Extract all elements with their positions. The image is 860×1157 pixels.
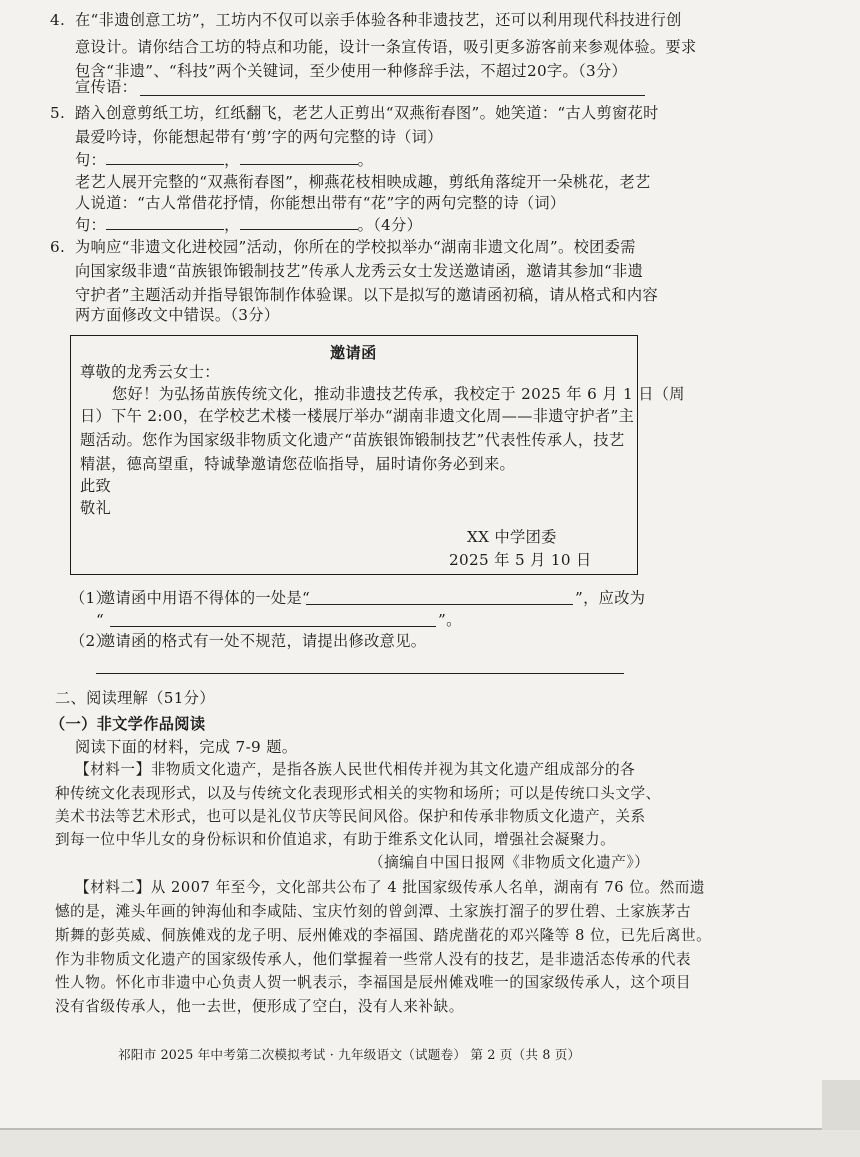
page-footer: 祁阳市 2025 年中考第二次模拟考试 · 九年级语文（试题卷） 第 2 页（共 8 页） — [118, 1047, 581, 1062]
q5-answer-2-end: 。（4分） — [357, 216, 423, 234]
q5-answer-2-prefix: 句： — [75, 216, 107, 234]
letter-salutation: 尊敬的龙秀云女士： — [80, 363, 220, 381]
q6-line-3: 守护者”主题活动并指导银饰制作体验课。以下是拟写的邀请函初稿，请从格式和内容 — [75, 286, 659, 304]
q5-answer-1-comma: ， — [224, 151, 240, 169]
material1-source: （摘编自中国日报网《非物质文化遗产》） — [369, 854, 650, 871]
q5-answer-2 — [75, 214, 422, 235]
material1-line-4: 到每一位中华儿女的身份标识和价值追求，有助于维系文化认同，增强社会凝聚力。 — [55, 831, 616, 848]
letter-body-2: 日）下午 2:00，在学校艺术楼一楼展厅举办“湖南非遗文化周——非遗守护者”主 — [80, 407, 635, 425]
q6-number: 6. — [50, 238, 66, 256]
q4-answer-label: 宣传语： — [75, 78, 138, 96]
material2-line-5: 性人物。怀化市非遗中心负责人贺一帆表示，李福国是辰州傩戏唯一的国家级传承人，这个项目 — [55, 974, 692, 991]
letter-body-1: 您好！为弘扬苗族传统文化，推动非遗技艺传承，我校定于 2025 年 6 月 1 日（周 — [112, 385, 685, 403]
material2-line-2: 憾的是，滩头年画的钟海仙和李咸陆、宝庆竹刻的曾剑潭、土家族打溜子的罗仕碧、土家族茅古 — [55, 903, 692, 920]
sub1-text-b: ”，应改为 — [575, 589, 646, 607]
q5-blank-2[interactable] — [240, 149, 358, 165]
q5-line-2: 最爱吟诗，你能想起带有‘剪’字的两句完整的诗（词） — [75, 128, 443, 146]
q5-answer-1 — [75, 149, 373, 170]
scan-bottom-edge — [0, 1128, 860, 1157]
material1-line-3: 美术书法等艺术形式，也可以是礼仪节庆等民间风俗。保护和传承非物质文化遗产，关系 — [55, 808, 646, 825]
q5-blank-3[interactable] — [106, 214, 224, 230]
letter-sender: XX 中学团委 — [467, 528, 557, 546]
q5-answer-1-end: 。 — [357, 151, 374, 169]
letter-closing-1: 此致 — [80, 477, 112, 495]
q4-line-2: 意设计。请你结合工坊的特点和功能，设计一条宣传语，吸引更多游客前来参观体验。要求 — [75, 38, 697, 56]
letter-date: 2025 年 5 月 10 日 — [449, 551, 592, 569]
q5-line-1: 踏入创意剪纸工坊，红纸翻飞，老艺人正剪出“双燕衔春图”。她笑道：“古人剪窗花时 — [75, 104, 659, 122]
sub2-answer-line[interactable] — [96, 673, 624, 674]
sub1-blank-2[interactable] — [110, 626, 436, 627]
material2-line-6: 没有省级传承人，他一去世，便形成了空白，没有人来补缺。 — [55, 998, 464, 1015]
sub1-close-quote: ”。 — [438, 611, 462, 629]
material2-line-1: 【材料二】从 2007 年至今，文化部共公布了 4 批国家级传承人名单，湖南有 76 位。然而遗 — [75, 879, 706, 896]
scan-corner-shadow — [822, 1080, 860, 1130]
q6-line-2: 向国家级非遗“苗族银饰锻制技艺”传承人龙秀云女士发送邀请函，邀请其参加“非遗 — [75, 262, 644, 280]
sub2-number: （2） — [70, 632, 112, 650]
letter-title: 邀请函 — [330, 344, 377, 362]
q5-blank-1[interactable] — [106, 149, 224, 165]
section2-subheading: （一）非文学作品阅读 — [50, 715, 206, 733]
q4-number: 4. — [50, 11, 66, 29]
material2-line-3: 斯舞的彭英威、侗族傩戏的龙子明、辰州傩戏的李福国、踏虎凿花的邓兴隆等 8 位，已先后离世。 — [55, 927, 712, 944]
q5-answer-2-comma: ， — [224, 216, 240, 234]
sub1-number: （1） — [70, 589, 112, 607]
q4-line-3: 包含“非遗”、“科技”两个关键词，至少使用一种修辞手法，不超过20字。（3分） — [75, 62, 628, 80]
section2-heading: 二、阅读理解（51分） — [55, 689, 215, 707]
q5-answer-1-prefix: 句： — [75, 151, 107, 169]
material1-line-1: 【材料一】非物质文化遗产，是指各族人民世代相传并视为其文化遗产组成部分的各 — [75, 761, 636, 778]
q5-number: 5. — [50, 104, 66, 122]
q4-line-1: 在“非遗创意工坊”，工坊内不仅可以亲手体验各种非遗技艺，还可以利用现代科技进行创 — [75, 11, 682, 29]
sub1-open-quote: “ — [96, 611, 105, 629]
sub2-text: 邀请函的格式有一处不规范，请提出修改意见。 — [100, 632, 427, 650]
q5-line-3: 老艺人展开完整的“双燕衔春图”，柳燕花枝相映成趣，剪纸角落绽开一朵桃花，老艺 — [75, 173, 651, 191]
q5-blank-4[interactable] — [240, 214, 358, 230]
q4-answer-line[interactable] — [140, 95, 645, 96]
material2-line-4: 作为非物质文化遗产的国家级传承人，他们掌握着一些常人没有的技艺，是非遗活态传承的代表 — [55, 951, 692, 968]
q6-line-1: 为响应“非遗文化进校园”活动，你所在的学校拟举办“湖南非遗文化周”。校团委需 — [75, 238, 636, 256]
section2-intro: 阅读下面的材料，完成 7-9 题。 — [75, 738, 298, 756]
letter-closing-2: 敬礼 — [80, 499, 112, 517]
sub1-text-a: 邀请函中用语不得体的一处是“ — [100, 589, 311, 607]
sub1-blank-1[interactable] — [306, 604, 573, 605]
letter-body-4: 精湛，德高望重，特诚挚邀请您莅临指导，届时请你务必到来。 — [80, 455, 516, 473]
letter-body-3: 题活动。您作为国家级非物质文化遗产“苗族银饰锻制技艺”代表性传承人，技艺 — [80, 431, 625, 449]
q5-line-4: 人说道：“古人常借花抒情，你能想出带有“花”字的两句完整的诗（词） — [75, 194, 566, 212]
material1-line-2: 种传统文化表现形式，以及与传统文化表现形式相关的实物和场所；可以是传统口头文学、 — [55, 785, 661, 802]
q6-line-4: 两方面修改文中错误。（3分） — [75, 306, 280, 324]
